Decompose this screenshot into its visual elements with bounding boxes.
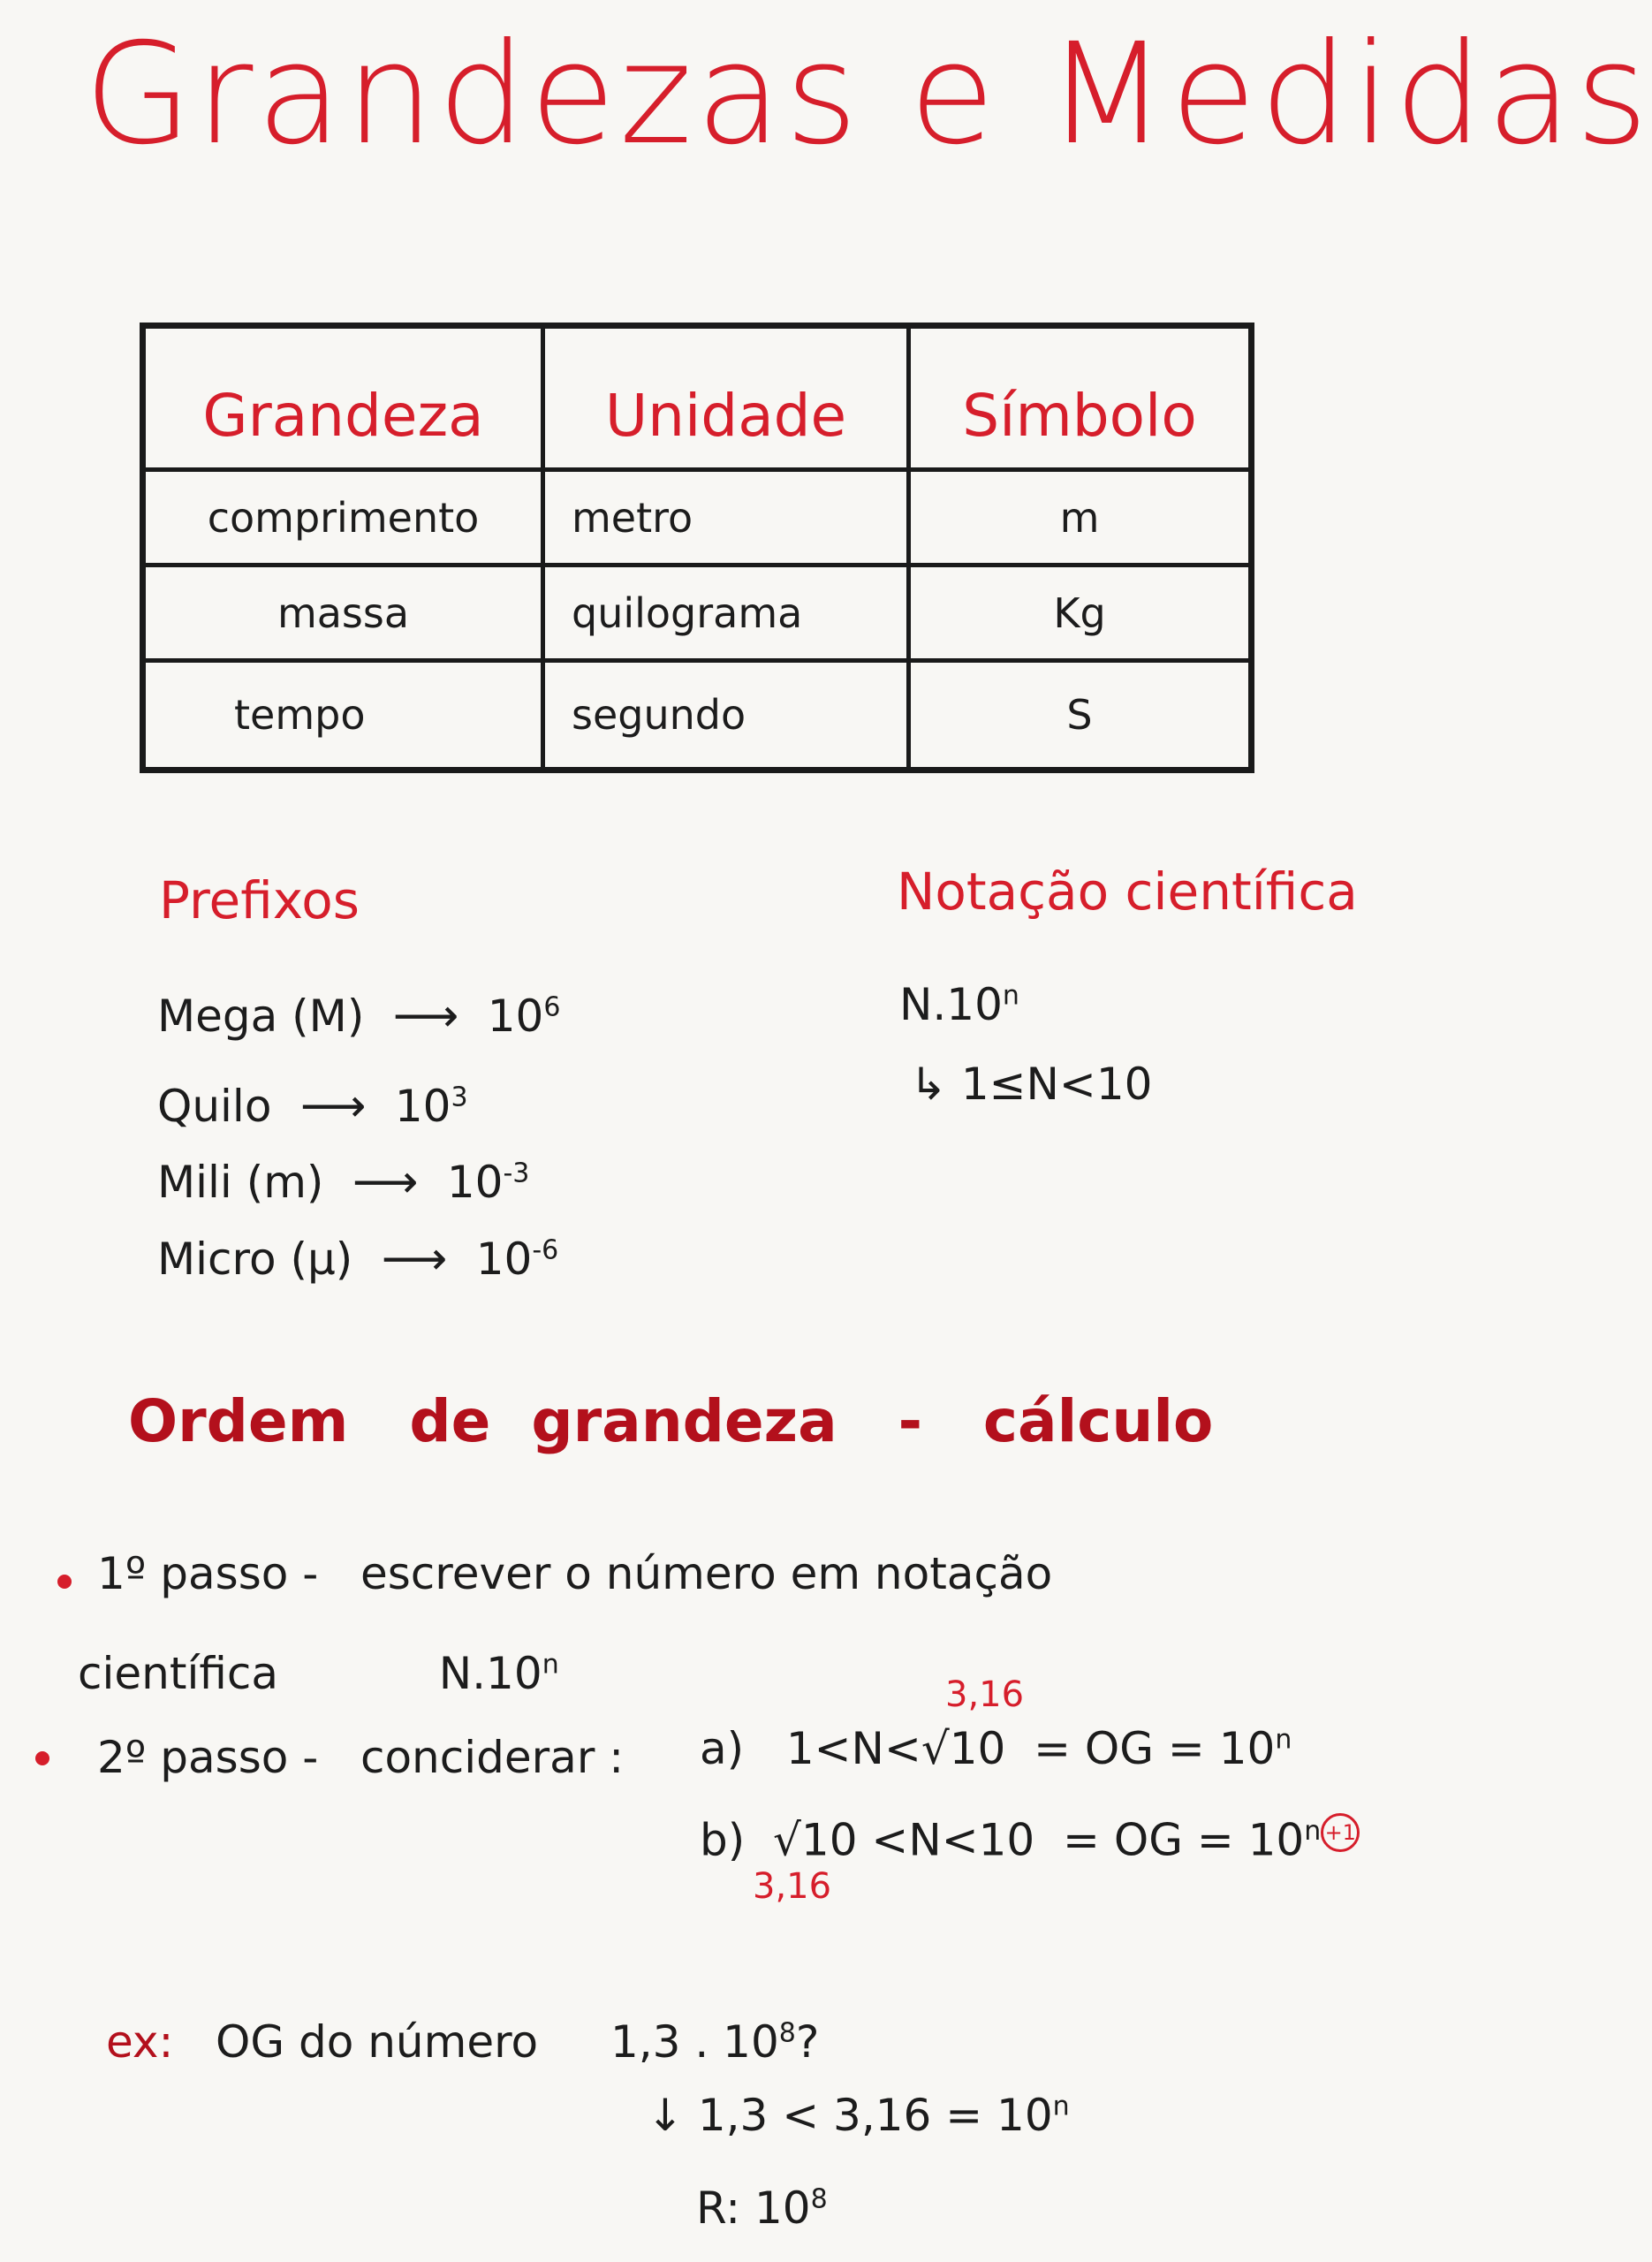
table-cell: m: [911, 472, 1248, 567]
ordem-heading-word: de: [409, 1387, 491, 1455]
answer-row: [696, 2182, 828, 2234]
step1-row2: [78, 1648, 559, 1699]
prefix-name: Mega (M): [157, 991, 365, 1042]
prefix-name: Micro (μ): [157, 1233, 353, 1285]
example-row: [106, 2016, 819, 2068]
case-b-row: [700, 1813, 1360, 1866]
step1-text2: científica: [78, 1648, 278, 1699]
table-cell: Kg: [911, 567, 1248, 663]
arrow-right-icon: ⟶: [367, 1233, 462, 1286]
example-text: OG do número: [216, 2016, 539, 2068]
table-header-grandeza: Grandeza: [146, 329, 545, 472]
prefixos-heading: Prefixos: [159, 870, 360, 930]
notacao-condition-row: [910, 1059, 1152, 1110]
example-value-base: 1,3 . 10: [610, 2016, 779, 2068]
step1-row: [97, 1548, 1052, 1599]
arrow-right-icon: ⟶: [337, 1156, 433, 1209]
case-b-expression: √10 <N<10: [773, 1814, 1035, 1866]
answer-exponent: 8: [810, 2183, 828, 2215]
ordem-heading: [128, 1387, 1213, 1455]
case-b-result-base: = OG = 10: [1063, 1814, 1305, 1866]
prefix-row-mili: [157, 1156, 529, 1209]
prefix-exponent: -6: [532, 1234, 559, 1266]
example-step-row: [647, 2090, 1070, 2141]
arrow-down-icon: ↓: [647, 2090, 684, 2141]
case-a-note: 3,16: [945, 1674, 1025, 1715]
case-b-label: b): [700, 1814, 746, 1866]
case-a-label: a): [700, 1723, 745, 1774]
step2-text: conciderar :: [360, 1732, 625, 1783]
case-b-result-extra: +1: [1321, 1813, 1360, 1852]
example-step-exponent: n: [1052, 2091, 1070, 2122]
step1-formula-base: N.10: [438, 1648, 542, 1699]
example-label: ex:: [106, 2016, 174, 2068]
case-a-expression: 1<N<√10: [785, 1723, 1006, 1774]
page-title: Grandezas e Medidas: [84, 13, 1652, 176]
step1-label: 1º passo -: [97, 1548, 319, 1599]
step2-row: [97, 1732, 624, 1783]
prefix-exponent: -3: [503, 1158, 530, 1189]
table-header-simbolo: Símbolo: [911, 329, 1248, 472]
prefix-base: 10: [475, 1233, 533, 1285]
prefix-exponent: 6: [543, 991, 561, 1023]
step1-formula-exponent: n: [542, 1649, 559, 1681]
case-b-note: 3,16: [753, 1866, 832, 1907]
prefix-row-mega: [157, 990, 560, 1043]
example-question-mark: ?: [795, 2016, 820, 2068]
table-cell: massa: [146, 567, 545, 663]
case-b-result-exponent: n: [1304, 1816, 1322, 1847]
table-cell: quilograma: [545, 567, 911, 663]
bullet-icon: [35, 1751, 49, 1765]
units-table: [140, 323, 1254, 773]
arrow-right-icon: ⟶: [378, 990, 474, 1043]
arrow-right-icon: ⟶: [285, 1080, 381, 1133]
prefix-name: Mili (m): [157, 1157, 324, 1208]
bullet-icon: [57, 1575, 72, 1589]
table-cell: segundo: [545, 663, 911, 767]
ordem-heading-dash: -: [898, 1387, 922, 1455]
prefix-row-quilo: [157, 1080, 468, 1133]
notacao-heading: Notação científica: [897, 862, 1358, 922]
table-cell: tempo: [146, 663, 545, 767]
ordem-heading-word: grandeza: [531, 1387, 837, 1455]
prefix-row-micro: [157, 1233, 558, 1286]
arrow-down-right-icon: ↳: [910, 1059, 947, 1110]
table-header-unidade: Unidade: [545, 329, 911, 472]
notacao-condition: 1≤N<10: [960, 1059, 1153, 1110]
table-cell: S: [1066, 691, 1093, 739]
answer-base: R: 10: [696, 2182, 811, 2234]
case-a-result-exponent: n: [1275, 1724, 1292, 1756]
prefix-base: 10: [487, 991, 544, 1042]
notacao-formula: [899, 979, 1019, 1030]
ordem-heading-word: Ordem: [128, 1387, 349, 1455]
table-cell: metro: [545, 472, 911, 567]
formula-exponent: n: [1002, 980, 1019, 1012]
ordem-heading-word: cálculo: [982, 1387, 1214, 1455]
example-step: 1,3 < 3,16 = 10: [697, 2090, 1053, 2141]
case-a-result-base: = OG = 10: [1034, 1723, 1276, 1774]
prefix-base: 10: [394, 1081, 451, 1132]
table-cell: comprimento: [146, 472, 545, 567]
step1-text: escrever o número em notação: [360, 1548, 1053, 1599]
prefix-name: Quilo: [157, 1081, 272, 1132]
example-value-exponent: 8: [778, 2017, 796, 2049]
step2-label: 2º passo -: [97, 1732, 319, 1783]
formula-base: N.10: [899, 979, 1003, 1030]
prefix-base: 10: [446, 1157, 504, 1208]
prefix-exponent: 3: [451, 1082, 468, 1113]
case-a-row: [700, 1723, 1292, 1774]
